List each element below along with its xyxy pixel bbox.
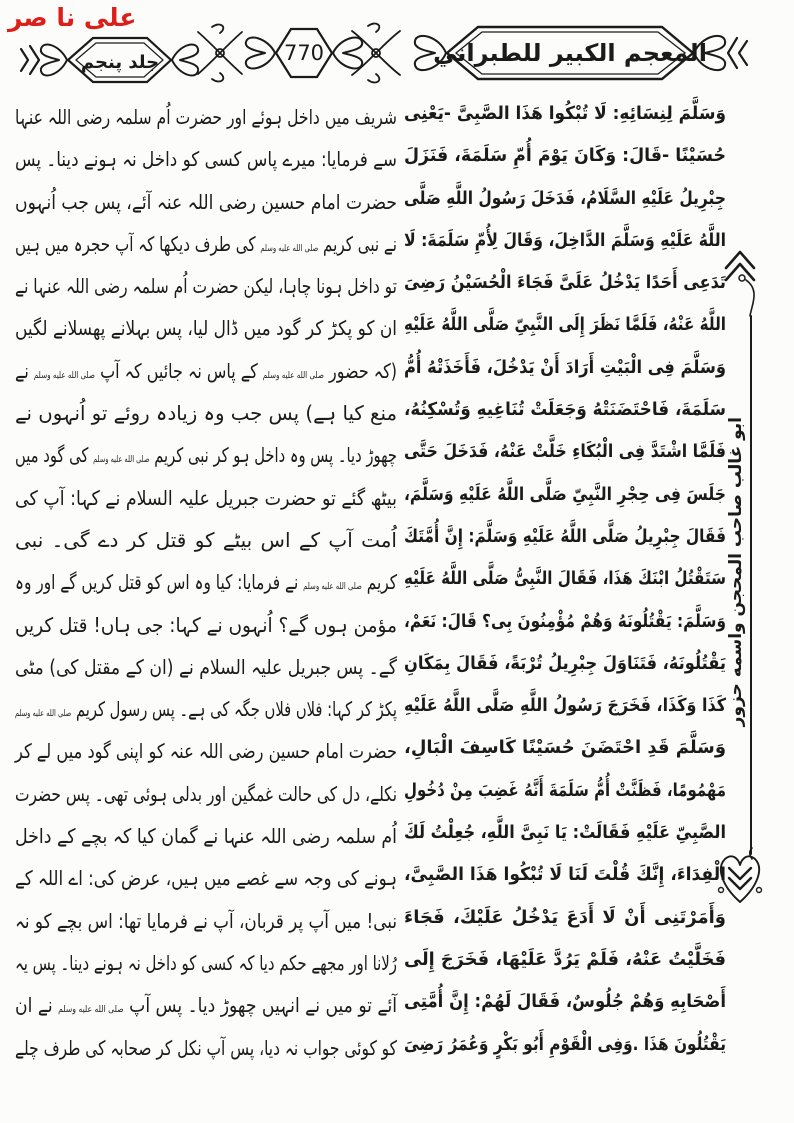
header-chevron-left-icon [21, 46, 39, 74]
urdu-text-line: ہونے کی وجہ سے غصے میں ہیں، عرض کی: اے اللہ کے [15, 866, 397, 891]
urdu-text-line: شریف میں داخل ہوئے اور حضرت اُم سلمہ رضی اللہ عنہا [14, 105, 397, 129]
urdu-text-line: گے۔ پس جبریل علیہ السلام نے (ان کے مقتل کی) مٹی [15, 654, 398, 679]
arabic-text-line: يَقْتُلُونَ هَذَا .وَفِى الْقَوْمِ أَبُو بَكْرٍ وَعُمَرُ رَضِىَ [404, 1033, 726, 1055]
urdu-text-line: حضرت امام حسین رضی اللہ عنہ آئے، پس جب اُنہوں [14, 189, 397, 214]
urdu-text-line: کریم صلى الله عليه وسلم نے فرمایا: کیا وہ اس کو قتل کریں گے اور وہ [14, 570, 397, 595]
header-cross-ornament-left-icon [198, 25, 242, 82]
arabic-text-line: وَسَلَّمَ فِى الْبَيْتِ أَرَادَ أَنْ يَدْخُلَ، فَأَخَذَتْهُ أُمُّ [404, 356, 726, 378]
volume-label: جلد پنجم [80, 52, 160, 73]
arabic-text-line: وَسَلَّمَ: يَقْتُلُونَهُ وَهُمْ مُؤْمِنُونَ بِى؟ قَالَ: نَعَمْ، [404, 610, 726, 632]
header-heart-ornament-icon [41, 45, 67, 76]
arabic-text-line: وَسَلَّمَ قَدِ احْتَضَنَ حُسَيْنًا كَاسِفَ الْبَالِ، [404, 737, 726, 759]
header-chevron-right-icon [728, 38, 747, 68]
arabic-text-line: يَقْتُلُونَهُ، فَتَنَاوَلَ جِبْرِيلُ تُرْبَةً، فَقَالَ بِمَكَانِ [404, 652, 726, 674]
urdu-text-line: نے نبی کریم صلى الله عليه وسلم کی طرف دیکھا کہ آپ حجرہ میں ہیں [15, 231, 397, 256]
arabic-text-line: سَلَمَةَ، فَاحْتَضَنَتْهُ وَجَعَلَتْ تُنَاغِيهِ وَتُسْكِنُهُ، [404, 399, 726, 421]
arabic-text-line: سَتَقْتُلُ ابْنَكَ هَذَا، فَقَالَ النَّبِىُّ صَلَّى اللَّهُ عَلَيْهِ [404, 568, 726, 590]
arabic-text-line: الْفِدَاءَ، إِنَّكَ قُلْتَ لَنَا لَا تُبْكُوا هَذَا الصَّبِىَّ، [404, 864, 726, 886]
arabic-text-line: الصَّبِىِّ عَلَيْهِ فَقَالَتْ: يَا نَبِىَّ اللَّهِ، جُعِلْتُ لَكَ [403, 822, 726, 844]
arabic-text-line: فَخَلَّيْتُ عَنْهُ، فَلَمْ يَرُدَّ عَلَيْهَا، فَخَرَجَ إِلَى [404, 948, 726, 970]
arabic-text-line: مَهْمُومًا، فَظَنَّتْ أُمُّ سَلَمَةَ أَنَّهُ غَضِبَ مِنْ دُخُولِ [404, 779, 726, 801]
owner-stamp: علی نا صر [8, 3, 137, 32]
page-number-badge [276, 29, 332, 77]
page-number: 770 [283, 41, 325, 65]
arabic-text-line: وَأَمَرْتَنِى أَنْ لَا أَدَعَ يَدْخُلُ عَلَيْكَ، فَجَاءَ [404, 906, 726, 928]
salawat-mark: صلى الله عليه وسلم [93, 455, 150, 466]
urdu-text-line: پکڑ کر کہا: فلاں فلاں جگہ کی ہے۔ پس رسول کریم صلى الله عليه وسلم [15, 697, 397, 722]
urdu-text-line: رُلانا اور مجھے حکم دیا کہ کسی کو داخل نہ ہونے دینا۔ پس یہ [15, 950, 398, 975]
arabic-text-line: أَصْحَابِهِ وَهُمْ جُلُوسٌ، فَقَالَ لَهُمْ: إِنَّ أُمَّتِى [404, 991, 726, 1013]
header-ornament-band [0, 18, 794, 90]
sidebar-top-ornament-icon [718, 246, 762, 320]
urdu-text-line: آئے تو میں نے انہیں چھوڑ دیا۔ پس آپ صلى الله عليه وسلم نے ان [14, 993, 398, 1018]
urdu-text-line: نکلے، دل کی حالت غمگین اور بدلی ہوئی تھی۔ پس حضرت [15, 781, 397, 806]
salawat-mark: صلى الله عليه وسلم [303, 582, 362, 593]
volume-cartouche [68, 38, 171, 82]
arabic-text-line: اللَّهُ عَنْهُ، فَلَمَّا نَظَرَ إِلَى النَّبِىِّ صَلَّى اللَّهُ عَلَيْهِ [404, 314, 726, 336]
arabic-text-line: اللَّهُ عَلَيْهِ وَسَلَّمَ الدَّاخِلَ، وَقَالَ لِأُمِّ سَلَمَةَ: لَا [404, 229, 726, 251]
header-heart-ornament-icon [246, 38, 275, 69]
salawat-mark: صلى الله عليه وسلم [33, 370, 96, 381]
header-heart-ornament-icon [172, 45, 198, 76]
arabic-text-line: كَذَا وَكَذَا، فَخَرَجَ رَسُولُ اللَّهِ صَلَّى اللَّهُ عَلَيْهِ [404, 695, 726, 717]
urdu-text-line: ان کو پکڑ کر گود میں ڈال لیا، پس بہلانے پھسلانے لگیں [14, 316, 397, 341]
arabic-text-line: فَلَمَّا اشْتَدَّ فِى الْبُكَاءِ خَلَّتْ عَنْهُ، فَدَخَلَ حَتَّى [404, 441, 726, 463]
salawat-mark: صلى الله عليه وسلم [260, 243, 319, 254]
arabic-text-line: حُسَيْنًا -قَالَ: وَكَانَ يَوْمَ أُمِّ سَلَمَةَ، فَنَزَلَ [404, 145, 726, 167]
urdu-text-line: سے فرمایا: میرے پاس کسی کو داخل نہ ہونے دینا۔ پس [15, 147, 398, 172]
urdu-text-line: تو داخل ہونا چاہا، لیکن حضرت اُم سلمہ رضی اللہ عنہا نے [14, 274, 397, 299]
urdu-text-line: چھوڑ دیا۔ پس وہ داخل ہو کر نبی کریم صلى الله عليه وسلم کی گود میں [14, 443, 397, 468]
salawat-mark: صلى الله عليه وسلم [15, 709, 72, 720]
header-cross-ornament-right-icon [352, 24, 400, 83]
salawat-mark: صلى الله عليه وسلم [262, 370, 324, 381]
book-title: المعجم الكبير للطبراني [433, 39, 707, 67]
urdu-text-line: بیٹھ گئے تو حضرت جبریل علیہ السلام نے کہا: آپ کی [15, 485, 398, 510]
arabic-text-line: جِبْرِيلُ عَلَيْهِ السَّلَامُ، فَدَخَلَ رَسُولُ اللَّهِ صَلَّى [404, 187, 726, 209]
arabic-text-line: وَسَلَّمَ لِنِسَائِهِ: لَا تُبْكُوا هَذَا الصَّبِىَّ -يَعْنِى [404, 103, 726, 124]
sidebar-rule [750, 315, 752, 855]
sidebar-chapter-title: ابو غالب صاحب المحجن واسمه حزور [726, 417, 746, 727]
urdu-text-line: منع کیا ہے) پس جب وہ زیادہ روئے تو اُنہوں نے [15, 401, 398, 426]
sidebar-bottom-ornament-icon [714, 846, 766, 908]
urdu-text-line: کو کوئی جواب نہ دیا، پس آپ نکل کر صحابہ کی طرف چلے [15, 1035, 398, 1060]
urdu-text-line: نبی! میں آپ پر قربان، آپ نے فرمایا تھا: اس بچے کو نہ [15, 908, 398, 933]
arabic-text-line: تَدَعِى أَحَدًا يَدْخُلُ عَلَىَّ فَجَاءَ الْحُسَيْنُ رَضِىَ [404, 272, 726, 294]
urdu-text-line: اُم سلمہ رضی اللہ عنہا نے گمان کیا کہ بچے کے داخل [14, 824, 397, 849]
urdu-text-line: (کہ حضور صلى الله عليه وسلم کے پاس نہ جائیں کہ آپ صلى الله عليه وسلم نے [15, 358, 397, 383]
urdu-text-line: مؤمن ہوں گے؟ اُنہوں نے کہا: جی ہاں! قتل کریں [14, 612, 398, 637]
header-heart-ornament-icon [333, 38, 362, 69]
arabic-text-line: جَلَسَ فِى حِجْرِ النَّبِىِّ صَلَّى اللَّهُ عَلَيْهِ وَسَلَّمَ، [404, 483, 726, 505]
arabic-text-line: فَقَالَ جِبْرِيلُ صَلَّى اللَّهُ عَلَيْهِ وَسَلَّمَ: إِنَّ أُمَّتَكَ [404, 525, 726, 547]
urdu-text-line: اُمت آپ کے اس بیٹے کو قتل کر دے گی۔ نبی [15, 527, 397, 552]
urdu-translation-column [15, 96, 397, 1069]
urdu-text-line: حضرت امام حسین رضی اللہ عنہ کو اپنی گود میں لے کر [15, 739, 398, 764]
salawat-mark: صلى الله عليه وسلم [58, 1005, 124, 1016]
title-cartouche [433, 27, 707, 79]
arabic-text-column [404, 93, 726, 1066]
